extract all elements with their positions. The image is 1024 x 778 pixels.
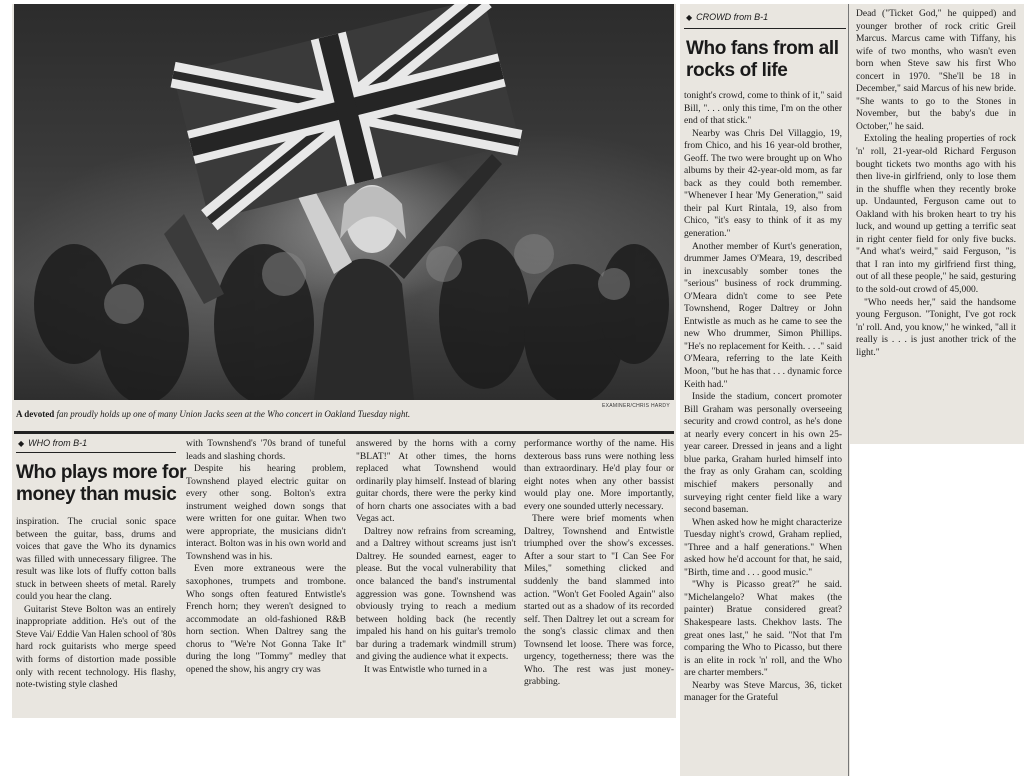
paragraph: Nearby was Steve Marcus, 36, ticket manager for the Grateful: [684, 680, 842, 704]
paragraph: Dead ("Ticket God," he quipped) and younger brother of rock critic Greil Marcus. Marcus came with Tiffany, his wife of two months, who wasn't even born when Steve saw his first Who concert in 1970. "She'll be 18 in December," said Marcus of his new bride. "She wants to go to the Stones in November, but the baby's due in October," he said.: [856, 9, 1016, 132]
caption-lead: A devoted: [16, 409, 55, 419]
photo-credit: EXAMINER/CHRIS HARDY: [602, 403, 670, 409]
crowd-headline-line2: rocks of life: [686, 60, 788, 81]
diamond-icon: ◆: [18, 439, 25, 448]
paragraph: When asked how he might characterize Tuesday night's crowd, Graham replied, "Three and a half generations." When asked how he'd account for that, he said, "Birth, time and . . . good music.": [684, 517, 842, 578]
who-jump-text: WHO from B-1: [28, 438, 88, 448]
paragraph: Another member of Kurt's generation, drummer James O'Meara, 19, described in inexcusably somber tones the "serious" business of rock drumming. O'Meara didn't come to see Pete Townshend, Roger Daltrey or John Entwistle as much as he came to see the new Who drummer, Simon Phillips. "He's no replacement for Keith. . . ." said O'Meara, referring to the late Keith Moon, "but he has that . . . dynamic force Keith had.": [684, 241, 842, 390]
union-jack-fan-image: [14, 4, 674, 400]
crowd-jump-text: CROWD from B-1: [696, 12, 769, 22]
paragraph: answered by the horns with a corny "BLAT!" At other times, the horns replaced what Townshend would ordinarily play himself. Instead of blaring guitar chords, there were the perky kind of horn charts one associates with a bad Vegas act.: [356, 439, 516, 525]
crowd-column-1: [684, 90, 842, 774]
who-jump-label: [18, 438, 87, 448]
paragraph: There were brief moments when Daltrey, Townshend and Entwistle triumphed over the show's excesses. After a sour start to "I Can See For Miles," something clicked and suddenly the band slammed into action. "Won't Get Fooled Again" also started out as a shadow of its recorded self. Then Daltrey let out a scream for the song's classic climax and then Townsend let loose. There was force, urgency, togetherness; there was the Who. The rest was just money-grabbing.: [524, 514, 674, 688]
paragraph: Daltrey now refrains from screaming, and a Daltrey without screams just isn't Daltrey. He sounded earnest, eager to please. But the vocal vulnerability that once balanced the band's instrumental aggression was gone. Townshend was obviously trying to reach a medium between holding back (he recently impaled his hand on his guitar's tremolo bar during a trademark windmill strum) and giving the audience what it expects.: [356, 526, 516, 663]
paragraph: It was Entwistle who turned in a: [364, 664, 487, 675]
paragraph: performance worthy of the name. His dexterous bass runs were nothing less than extraordinary. He'd play four or eight notes when any other bassist would play one. More importantly, every one sounded utterly necessary.: [524, 439, 674, 512]
who-column-2: [186, 438, 346, 718]
crowd-headline-line1: Who fans from all: [686, 38, 839, 59]
crowd-headline: [686, 38, 839, 82]
caption-text: fan proudly holds up one of many Union Jacks seen at the Who concert in Oakland Tuesday night.: [54, 409, 411, 419]
paragraph: Guitarist Steve Bolton was an entirely inappropriate addition. He's out of the Steve Vai/ Eddie Van Halen school of '80s hard rock guitarists who merge speed with forms of distortion made possible only with recent technology. His flashy, note-twisting style clashed: [16, 604, 176, 691]
crowd-story-continuation: [850, 4, 1024, 444]
headline-rule: [684, 28, 846, 29]
who-headline: [16, 462, 186, 506]
concert-photo: [14, 4, 674, 400]
who-headline-line1: Who plays more for: [16, 462, 187, 483]
paragraph: Despite his hearing problem, Townshend played electric guitar on every other song. Bolton's extra instrument weighed down songs that were written for one guitar. When two were appropriate, the musicians didn't interact. Bolton was in his own world and Townshend was in his.: [186, 464, 346, 562]
who-column-1: [16, 516, 176, 718]
paragraph: Even more extraneous were the saxophones, trumpets and trombone. Who songs often featured Entwistle's French horn; they weren't designed to accommodate an old-fashioned R&B horn section. When Daltrey sang the chorus to "We're Not Gonna Take It" during the long "Tommy" medley that opened the show, his angry cry was: [186, 564, 346, 675]
crowd-story-clipping: [680, 4, 850, 776]
photo-caption: [16, 408, 656, 420]
section-rule: [14, 431, 674, 434]
crowd-column-2: [856, 8, 1016, 440]
paragraph: with Townshend's '70s brand of tuneful leads and slashing chords.: [186, 439, 346, 462]
paragraph: tonight's crowd, come to think of it," said Bill, ". . . only this time, I'm on the other end of that stick.": [684, 91, 842, 127]
paragraph: "Why is Picasso great?" he said. "Michelangelo? What makes (the painter) Bratue considered great? Shakespeare lasts. Chekhov lasts. The great ones last," he said. "Not that I'm comparing the Who to Picasso, but there is an elite in rock 'n' roll, and the Who are charter members.": [684, 580, 842, 679]
crowd-jump-label: [686, 12, 768, 22]
who-column-3: [356, 438, 516, 718]
paragraph: Extoling the healing properties of rock 'n' roll, 21-year-old Richard Ferguson bought tickets two months ago with his then live-in girlfriend, only to lose them in the shuffle when they recently broke up. Undaunted, Ferguson came out to Oakland with his broken heart to try his luck, and wound up getting a terrific seat in right center field for only five bucks. "And what's weird," said Ferguson, "is that I ran into my girlfriend first thing, out of all these people," he said, gesturing to the sold-out crowd of 45,000.: [856, 134, 1016, 296]
diamond-icon: ◆: [686, 13, 693, 22]
paragraph: Inside the stadium, concert promoter Bill Graham was personally overseeing security and crowd control, as he's done at nearly every concert in his own 25-year career. Dressed in jeans and a light blue parka, Graham hurled himself into the fray as only Graham can, scolding mischief makers personally and surveying right center field like a wary second baseman.: [684, 392, 842, 516]
who-column-4: [524, 438, 674, 718]
paragraph: Nearby was Chris Del Villaggio, 19, from Chico, and his 16 year-old brother, Geoff. The two were brought up on Who albums by their 42-year-old mom, as far back as they could both remember. "Whenever I hear 'My Generation,'" said their pal Kurt Rintala, 19, also from Chico, "it's easy to think of it as my generation.": [684, 128, 842, 240]
who-review-clipping: [12, 4, 676, 718]
column-divider: [848, 4, 849, 776]
paragraph: "Who needs her," said the handsome young Ferguson. "Tonight, I've got rock 'n' roll. And, you know," he winked, "all it really is . . . is just another trick of the light.": [856, 297, 1016, 358]
headline-rule: [16, 452, 176, 453]
paragraph: inspiration. The crucial sonic space between the guitar, bass, drums and voices that gave the Who its dynamics was filled with unnecessary filigree. The result was like lots of fluffy cotton balls stuck in between sheets of metal. Rarely could you hear the clang.: [16, 517, 176, 603]
who-headline-line2: money than music: [16, 484, 177, 505]
